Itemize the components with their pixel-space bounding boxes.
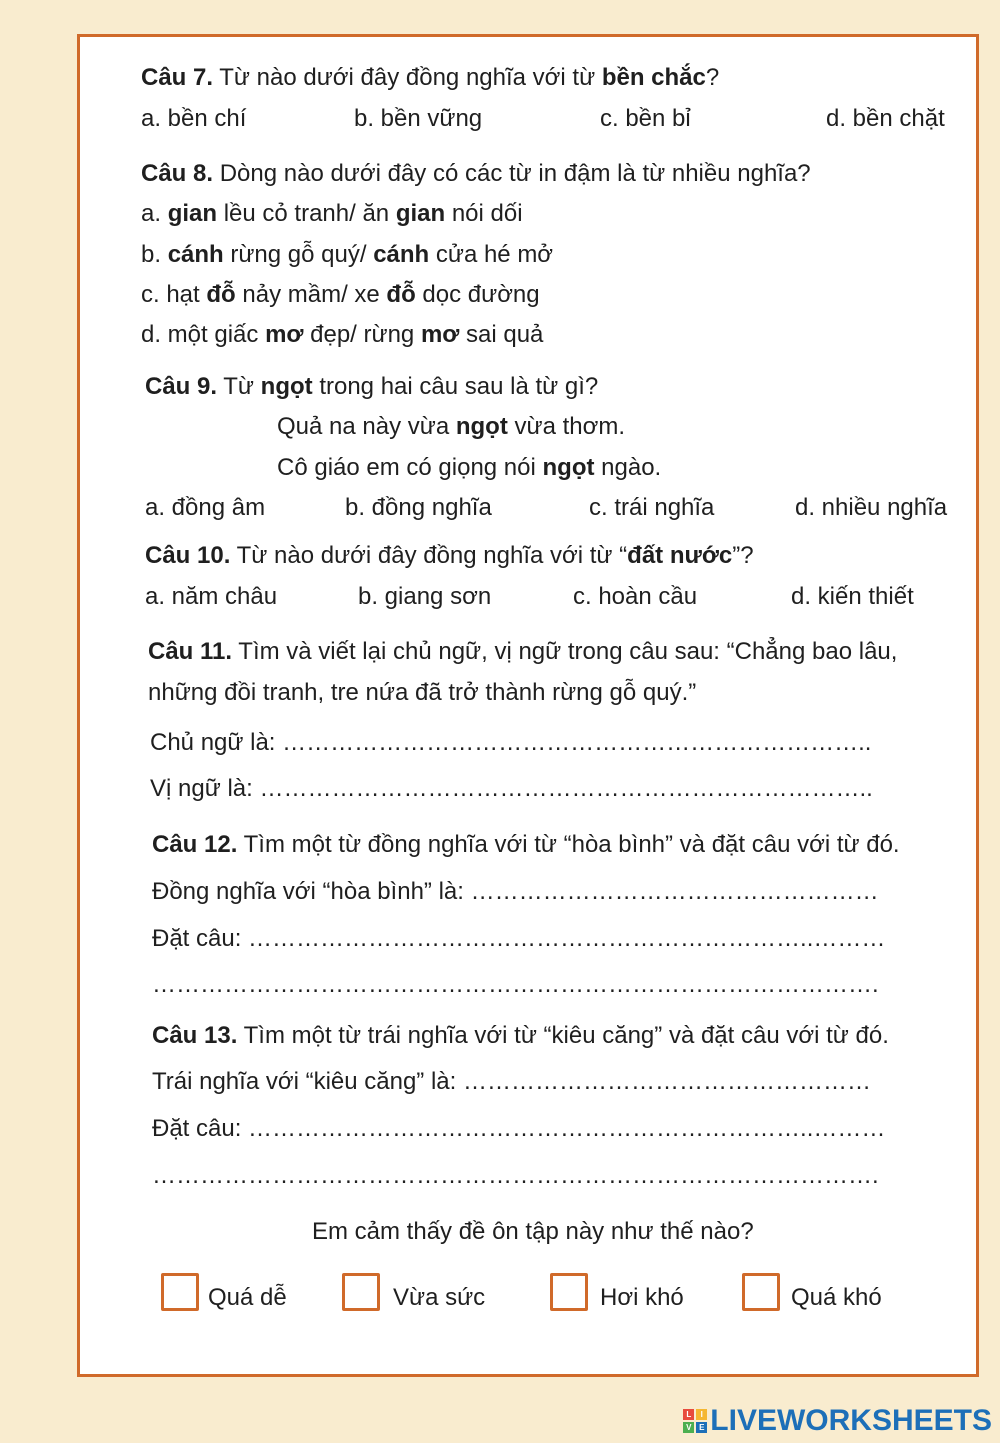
q9-number: Câu 9. [145,373,218,400]
logo-tile-1: L [683,1409,694,1420]
sentence-text: Cô giáo em có giọng nói [277,454,543,481]
q12-sentence-answer-line-2[interactable]: ………………………………………………………………………………. [152,971,879,998]
sentence-bold-word: ngọt [542,454,595,481]
q8-option-b[interactable] [141,240,553,270]
q10-option-a[interactable]: a. năm châu [145,583,278,610]
q7-option-a[interactable]: a. bền chí [141,105,247,132]
option-text: b. [141,241,168,268]
sentence-text: Quả na này vừa [277,413,456,440]
q7-option-d[interactable]: d. bền chặt [826,105,945,132]
q9-option-b[interactable]: b. đồng nghĩa [345,494,492,521]
option-bold-word: cánh [167,241,224,268]
logo-tile-4: E [696,1422,707,1433]
q9-text: Từ [217,373,261,400]
q8-stem [141,159,811,189]
q10-text-end: ”? [732,542,754,569]
option-text: nảy mầm/ xe [235,281,387,308]
q8-number: Câu 8. [141,160,214,187]
feedback-label-qua-kho: Quá khó [791,1284,882,1311]
q13-antonym-answer-field[interactable]: Trái nghĩa với “kiêu căng” là: …………………………………………… [152,1068,871,1095]
option-bold-word: đỗ [386,281,416,308]
option-bold-word: cánh [373,241,430,268]
sentence-text: ngào. [594,454,662,481]
q12-synonym-answer-field[interactable]: Đồng nghĩa với “hòa bình” là: …………………………………………… [152,878,879,905]
q7-bold-word: bền chắc [601,64,706,91]
sentence-text: vừa thơm. [507,413,625,440]
option-text: nói dối [445,200,523,227]
q12-stem [152,830,900,860]
q11-predicate-answer-field[interactable]: Vị ngữ là: ………………………………………………………………….. [150,775,873,802]
q10-option-d[interactable]: d. kiến thiết [791,583,914,610]
feedback-question: Em cảm thấy đề ôn tập này như thế nào? [312,1218,754,1245]
option-bold-word: gian [395,200,446,227]
q7-number: Câu 7. [141,64,214,91]
q9-sentence-2 [277,453,661,483]
logo-tile-2: I [696,1409,707,1420]
q10-stem [145,541,754,571]
option-text: dọc đường [415,281,540,308]
q11-subject-answer-field[interactable]: Chủ ngữ là: ……………………………………………………………….. [150,729,872,756]
option-text: đẹp/ rừng [303,321,421,348]
q8-text: Dòng nào dưới đây có các từ in đậm là từ nhiều nghĩa? [213,160,811,187]
q7-option-c[interactable]: c. bền bỉ [600,105,691,132]
q12-text: Tìm một từ đồng nghĩa với từ “hòa bình” và đặt câu với từ đó. [237,831,900,858]
q13-sentence-answer-field[interactable]: Đặt câu: ……………………………………………………………..……… [152,1115,886,1142]
q10-option-c[interactable]: c. hoàn cầu [573,583,698,610]
q8-option-d[interactable] [141,320,543,350]
q10-option-b[interactable]: b. giang sơn [358,583,492,610]
q7-text-end: ? [705,64,720,91]
feedback-checkbox-vua-suc[interactable] [342,1273,380,1311]
q12-number: Câu 12. [152,831,238,858]
liveworksheets-logo-icon [683,1409,707,1433]
feedback-label-hoi-kho: Hơi khó [600,1284,684,1311]
feedback-label-qua-de: Quá dễ [208,1284,287,1311]
option-text: d. một giấc [141,321,266,348]
option-text: lều cỏ tranh/ ăn [217,200,396,227]
feedback-checkbox-qua-kho[interactable] [742,1273,780,1311]
q9-option-c[interactable]: c. trái nghĩa [589,494,715,521]
q10-number: Câu 10. [145,542,231,569]
q9-option-a[interactable]: a. đồng âm [145,494,266,521]
q13-stem [152,1021,889,1051]
liveworksheets-wordmark: LIVEWORKSHEETS [710,1404,992,1437]
q13-sentence-answer-line-2[interactable]: ………………………………………………………………………………. [152,1162,879,1189]
q9-stem [145,372,598,402]
q9-text-end: trong hai câu sau là từ gì? [312,373,599,400]
option-bold-word: gian [167,200,218,227]
q13-text: Tìm một từ trái nghĩa với từ “kiêu căng” và đặt câu với từ đó. [237,1022,889,1049]
option-text: sai quả [459,321,544,348]
q8-option-c[interactable] [141,280,540,310]
option-bold-word: mơ [265,321,304,348]
q11-number: Câu 11. [148,638,233,665]
liveworksheets-brand[interactable] [683,1404,992,1438]
q10-bold-word: đất nước [627,542,733,569]
option-text: c. hạt [141,281,207,308]
q9-bold-word: ngọt [260,373,313,400]
q13-number: Câu 13. [152,1022,238,1049]
q8-option-a[interactable] [141,199,523,229]
q12-sentence-answer-field[interactable]: Đặt câu: ……………………………………………………………..……… [152,925,886,952]
sentence-bold-word: ngọt [455,413,508,440]
q9-option-d[interactable]: d. nhiều nghĩa [795,494,948,521]
option-bold-word: đỗ [206,281,236,308]
q7-stem [141,63,719,93]
q11-stem [148,637,897,667]
q11-stem-line2: những đồi tranh, tre nứa đã trở thành rừng gỗ quý.” [148,679,697,706]
q11-text: Tìm và viết lại chủ ngữ, vị ngữ trong câu sau: “Chẳng bao lâu, [232,638,898,665]
q10-text: Từ nào dưới đây đồng nghĩa với từ “ [230,542,628,569]
q7-text: Từ nào dưới đây đồng nghĩa với từ [213,64,602,91]
option-bold-word: mơ [420,321,460,348]
logo-tile-3: V [683,1422,694,1433]
feedback-checkbox-hoi-kho[interactable] [550,1273,588,1311]
q7-option-b[interactable]: b. bền vững [354,105,483,132]
feedback-checkbox-qua-de[interactable] [161,1273,199,1311]
feedback-label-vua-suc: Vừa sức [393,1284,486,1311]
option-text: a. [141,200,168,227]
q9-sentence-1 [277,412,625,442]
option-text: cửa hé mở [429,241,554,268]
option-text: rừng gỗ quý/ [223,241,374,268]
